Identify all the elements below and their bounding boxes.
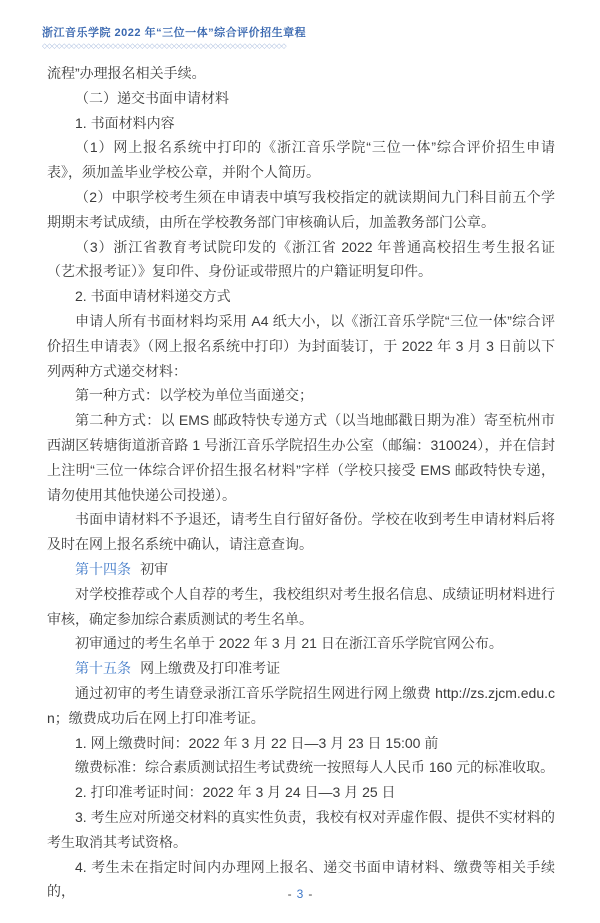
article-14-heading (47, 557, 555, 582)
article-14-number: 第十四条 (75, 560, 131, 577)
paragraph-section-2-title: （二）递交书面申请材料 (75, 89, 229, 106)
paragraph-delivery-method-2: 第二种方式：以 EMS 邮政特快专递方式（以当地邮戳日期为准）寄至杭州市西湖区转塘街道浙音路 1 号浙江音乐学院招生办公室（邮编：310024），并在信封上注明“三位一体综合评价招生报名材料”字样（学校只接受 EMS 邮政特快专递，请勿使用其他快递公司投递）。 (47, 412, 555, 503)
paragraph-no-return-notice: 书面申请材料不予退还，请考生自行留好备份。学校在收到考生申请材料后将及时在网上报名系统中确认，请注意查询。 (47, 511, 555, 553)
page-number: 3 (296, 887, 304, 901)
document-header (42, 26, 306, 52)
document-header-title: 浙江音乐学院 2022 年“三位一体”综合评价招生章程 (42, 27, 307, 39)
paragraph-continuation: 流程”办理报名相关手续。 (47, 65, 206, 81)
paragraph-material-1: （1）网上报名系统中打印的《浙江音乐学院“三位一体”综合评价招生申请表》，须加盖毕业学校公章，并附个人简历。 (47, 139, 555, 181)
paragraph-2-delivery-title: 2. 书面申请材料递交方式 (75, 288, 231, 305)
page-footer (0, 886, 600, 902)
paragraph-review-announcement: 初审通过的考生名单于 2022 年 3 月 21 日在浙江音乐学院官网公布。 (75, 635, 503, 652)
paragraph-3-authenticity: 3. 考生应对所递交材料的真实性负责，我校有权对弄虚作假、提供不实材料的考生取消其考试资格。 (47, 808, 555, 850)
paragraph-delivery-intro: 申请人所有书面材料均采用 A4 纸大小，以《浙江音乐学院“三位一体”综合评价招生申请表》（网上报名系统中打印）为封面装订，于 2022 年 3 月 3 日前以下列两种方式递交材料： (47, 312, 555, 379)
paragraph-4-deadline: 4. 考生未在指定时间内办理网上报名、递交书面申请材料、缴费等相关手续的， (47, 858, 555, 900)
paragraph-1-content-title: 1. 书面材料内容 (75, 114, 175, 131)
article-15-heading (47, 656, 555, 681)
paragraph-payment-standard: 缴费标准：综合素质测试招生考试费统一按照每人人民币 160 元的标准收取。 (75, 759, 555, 776)
article-15-title: 网上缴费及打印准考证 (140, 660, 281, 677)
paragraph-material-2: （2）中职学校考生须在申请表中填写我校指定的就读期间九门科目前五个学期期末考试成绩，由所在学校教务部门审核确认后，加盖教务部门公章。 (47, 188, 555, 230)
header-divider-ornament: ◇◇◇◇◇◇◇◇◇◇◇◇◇◇◇◇◇◇◇◇◇◇◇◇◇◇◇◇◇◇◇◇◇◇◇◇◇◇◇◇◇◇◇◇◇◇◇◇◇◇ (42, 43, 287, 50)
document-body (47, 61, 555, 904)
paragraph-delivery-method-1: 第一种方式：以学校为单位当面递交； (75, 387, 313, 404)
paragraph-material-3: （3）浙江省教育考试院印发的《浙江省 2022 年普通高校招生考生报名证（艺术报考证）》复印件、身份证或带照片的户籍证明复印件。 (47, 238, 555, 280)
article-14-title: 初审 (140, 560, 169, 577)
paragraph-payment-intro: 通过初审的考生请登录浙江音乐学院招生网进行网上缴费 http://zs.zjcm.edu.cn；缴费成功后在网上打印准考证。 (47, 684, 555, 726)
footer-left-dash: - (287, 887, 292, 901)
footer-right-dash: - (308, 887, 313, 901)
paragraph-initial-review-desc: 对学校推荐或个人自荐的考生，我校组织对考生报名信息、成绩证明材料进行审核，确定参加综合素质测试的考生名单。 (47, 585, 555, 627)
paragraph-payment-time: 1. 网上缴费时间：2022 年 3 月 22 日—3 月 23 日 15:00 前 (75, 734, 439, 751)
paragraph-print-ticket-time: 2. 打印准考证时间：2022 年 3 月 24 日—3 月 25 日 (75, 784, 396, 801)
article-15-number: 第十五条 (75, 660, 131, 677)
